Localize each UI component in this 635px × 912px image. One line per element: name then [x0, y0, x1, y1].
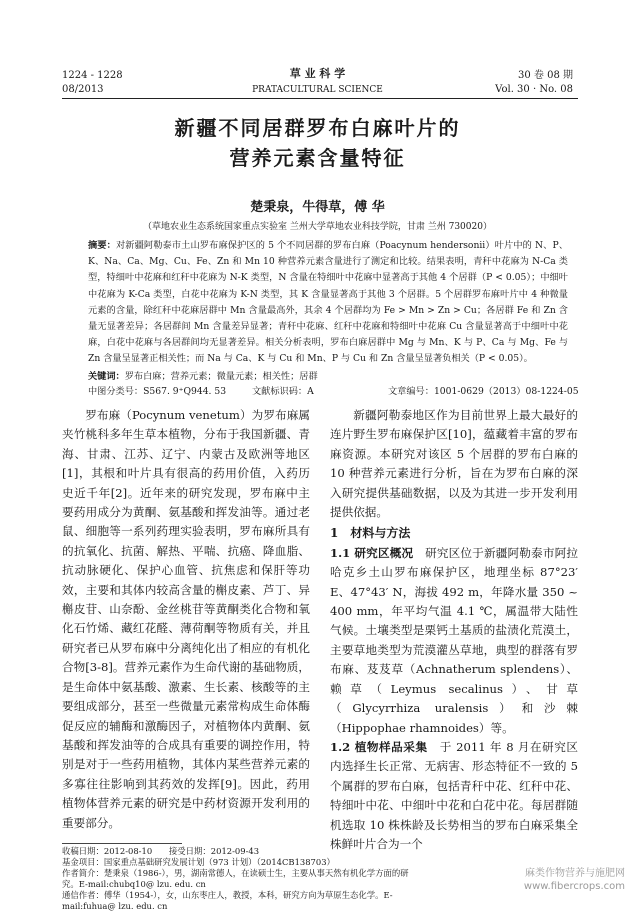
section-heading-materials: 1 材料与方法 — [330, 526, 411, 541]
keywords-label: 关键词： — [88, 371, 125, 382]
watermark-cn: 麻类作物营养与施肥网 — [525, 868, 625, 879]
intro-paragraph: 罗布麻（Pocynum venetum）为罗布麻属夹竹桃科多年生草本植物，分布于我国新疆、青海、甘肃、江苏、辽宁、内蒙古及欧洲等地区[1]，其根和叶片具有很高的药用价值，入药历史近千年[2]。近年来的研究发现，罗布麻中主要药用成分为黄酮、氨基酸和挥发油等。通过老鼠、细胞等一系列药理实验表明，罗布麻所具有的抗氧化、抗菌、解热、平喘、抗癌、降血脂、抗动脉硬化、保护心血管、抗焦虑和保肝等功效，主要和其体内较高含量的槲皮素、芦丁、异槲皮苷、山奈酚、金丝桃苷等黄酮类化合物和氧化石竹烯、藏红花醛、薄荷酮等物质有关，并且研究者已从罗布麻中分离纯化出了相应的有机化合物[3-8]。营养元素作为生命代谢的基础物质，是生命体中氨基酸、激素、生长素、核酸等的主要组成部分，甚至一些微量元素常构成生命体酶促反应的辅酶和激酶因子，对植物体内黄酮、氨基酸和挥发油等的合成具有重要的调控作用，特别是对于一些药用植物，其体内某些营养元素的多寡往往影响到其药效的发挥[9]。因此，药用植物体营养元素的研究是中药材资源开发利用的重要部分。 — [62, 408, 310, 830]
keywords-row — [88, 368, 318, 382]
authors: 楚秉泉，牛得草，傅 华 — [250, 200, 385, 215]
intro-paragraph-2: 新疆阿勒泰地区作为目前世界上最大最好的连片野生罗布麻保护区[10]，蕴藏着丰富的罗布麻资源。本研究对该区 5 个居群的罗布白麻的 10 种营养元素进行分析，旨在为罗布白麻的深入研究提供基础数据，以及为其进一步开发利用提供依据。 — [330, 408, 578, 520]
journal-name-en: PRATACULTURAL SCIENCE — [252, 85, 383, 95]
affiliation: （草地农业生态系统国家重点实验室 兰州大学草地农业科技学院，甘肃 兰州 730020） — [143, 222, 492, 232]
header-date: 08/2013 — [62, 84, 104, 95]
doc-code: A — [307, 386, 314, 397]
abstract — [88, 238, 568, 368]
article-number-label: 文章编号： — [388, 386, 434, 397]
doc-code-row — [252, 383, 314, 397]
section-1-2 — [330, 738, 578, 854]
article-number-row — [388, 383, 579, 397]
clc-label: 中图分类号： — [88, 386, 144, 397]
footnote-rule — [62, 843, 182, 844]
right-column — [330, 406, 578, 854]
doc-code-label: 文献标识码： — [252, 386, 308, 397]
keywords: 罗布白麻；营养元素；微量元素；相关性；居群 — [124, 371, 318, 382]
section-1-1 — [330, 544, 578, 738]
watermark-url: www.fibercrops.com — [523, 881, 625, 892]
header-rule — [62, 98, 578, 99]
footnote — [62, 846, 422, 912]
section-1-2-heading: 1.2 植物样品采集 — [330, 739, 428, 754]
section-1-2-text: 于 2011 年 8 月在研究区内选择生长正常、无病害、形态特征不一致的 5 个属群的罗布白麻，包括青秆中花、红秆中花、特细叶中花、中细叶中花和白花中花。每居群随机选取 10 株株龄及长势相当的罗布白麻采集全株鲜叶片合为一个 — [330, 739, 578, 851]
footnote-author-bio: 作者简介：楚秉泉（1986-），男，湖南常德人，在读硕士生，主要从事天然有机化学方面的研究。E-mail:chubq10@ lzu. edu. cn — [62, 868, 409, 889]
article-title-line2: 营养元素含量特征 — [229, 146, 406, 170]
article-title-line1: 新疆不同居群罗布白麻叶片的 — [174, 116, 461, 140]
site-watermark — [524, 867, 625, 893]
footnote-corresponding: 通信作者：傅华（1954-），女，山东枣庄人，教授，本科，研究方向为草原生态化学。E-mail:fuhua@ lzu. edu. cn — [62, 890, 393, 911]
journal-name-cn: 草 业 科 学 — [289, 67, 346, 80]
footnote-funding: 基金项目：国家重点基础研究发展计划（973 计划）（2014CB138703） — [62, 857, 335, 867]
footnote-received: 收稿日期：2012-08-10 接受日期：2012-09-43 — [62, 846, 260, 856]
section-1-1-heading: 1.1 研究区概况 — [330, 545, 414, 560]
clc-row — [88, 383, 226, 397]
abstract-label: 摘要： — [88, 240, 116, 251]
abstract-text: 对新疆阿勒泰市土山罗布麻保护区的 5 个不同居群的罗布白麻（Poacynum hendersonii）叶片中的 N、P、K、Na、Ca、Mg、Cu、Fe、Zn 和 Mn 10 种营养元素含量进行了测定和比较。结果表明，青秆中花麻为 N-Ca 类型，特细叶中花麻和红秆中花麻为 N-K 类型，N 含量在特细叶中花麻中显著高于其他 4 个居群（P < 0.05）；中细叶中花麻为 K-Ca 类型，白花中花麻为 K-N 类型，其 K 含量显著高于其他 3 个居群。5 个居群罗布麻叶片中 4 种微量元素的含量，除红秆中花麻居群中 Mn 含量最高外，其余 4 个居群均为 Fe > Mn > Zn > Cu；各居群 Fe 和 Zn 含量无显著差异；各居群间 Mn 含量差异显著；青秆中花麻、红秆中花麻和特细叶中花麻 Cu 含量显著高于中细叶中花麻，白花中花麻与各居群间均无显著差异。相关分析表明，罗布白麻居群中 Mg 与 Mn、K 与 P、Ca 与 Mg、Fe 与 Zn 含量呈显著正相关性；而 Na 与 Ca、K 与 Cu 和 Mn、P 与 Cu 和 Zn 含量呈显著负相关（P < 0.05）。 — [88, 240, 568, 365]
header-vol-no: Vol. 30 · No. 08 — [495, 84, 573, 95]
clc-number: S567. 9⁺Q944. 53 — [143, 386, 227, 397]
section-1-1-text: 研究区位于新疆阿勒泰市阿拉哈克乡土山罗布麻保护区，地理坐标 87°23′ E、47°43′ N，海拔 492 m，年降水量 350 ~ 400 mm，年平均气温 4.1 ℃，属温带大陆性气候。土壤类型是栗钙土基质的盐渍化荒漠土，主要草地类型为荒漠灌丛草地，典型的群落有罗布麻、芨芨草（Achnatherum splendens）、赖草（Leymus secalinus）、甘草（Glycyrrhiza uralensis）和沙棘（Hippophae rhamnoides）等。 — [330, 545, 578, 735]
article-number: 1001-0629（2013）08-1224-05 — [433, 386, 579, 397]
header-volume: 30 卷 08 期 — [518, 70, 573, 81]
left-column — [62, 406, 310, 833]
header-pages: 1224 - 1228 — [62, 70, 123, 81]
